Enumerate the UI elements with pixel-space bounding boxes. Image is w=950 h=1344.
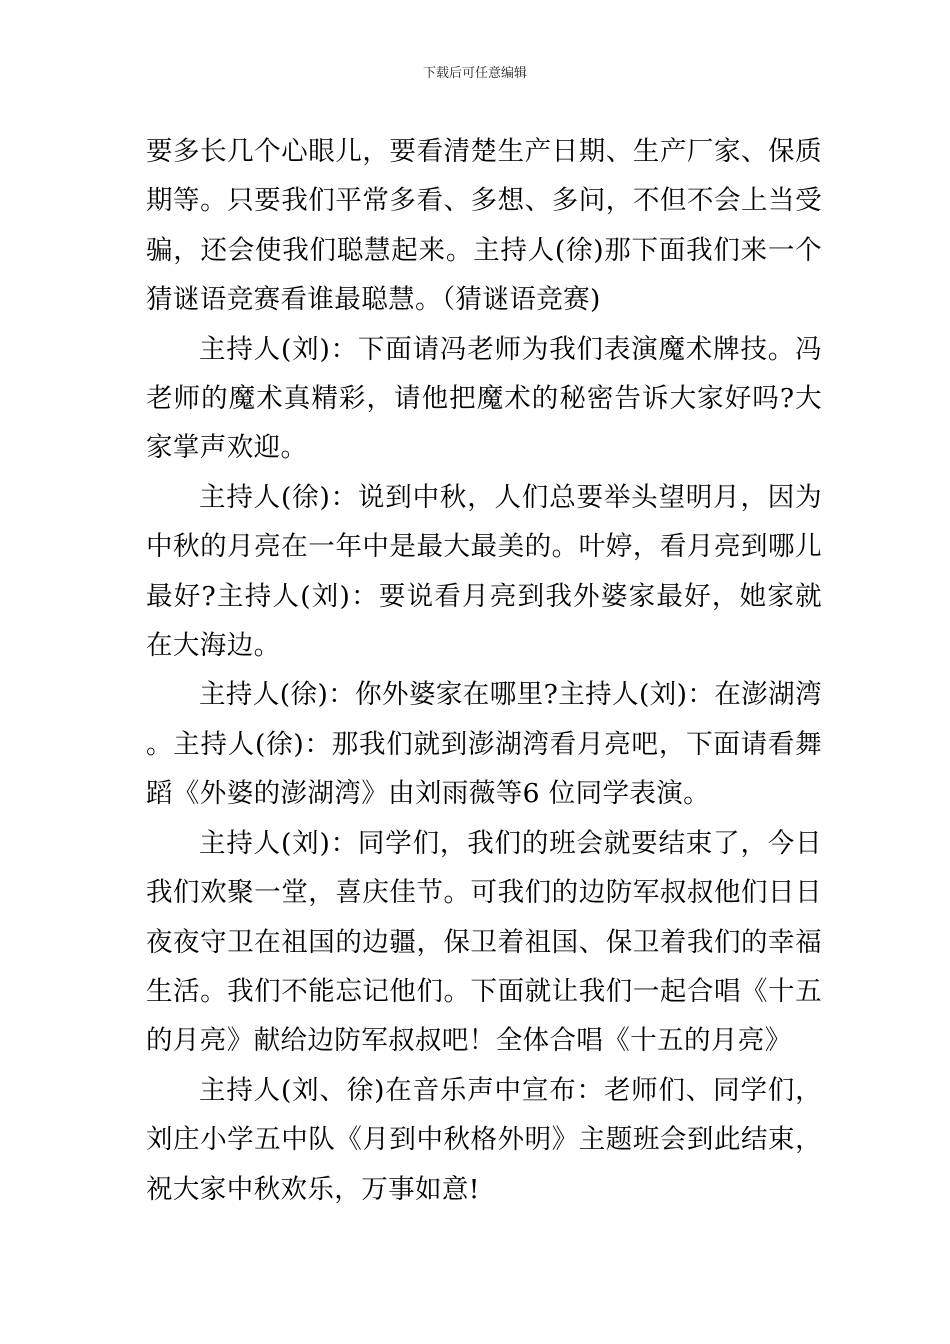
page-header: 下载后可任意编辑 <box>422 66 527 81</box>
paragraph-3: 主持人(徐)：说到中秋，人们总要举头望明月，因为中秋的月亮在一年中是最大最美的。叶婷，看月亮到哪儿最好?主持人(刘)：要说看月亮到我外婆家最好，她家就在大海边。 <box>146 481 822 662</box>
document-body <box>146 127 822 1214</box>
paragraph-1: 要多长几个心眼儿，要看清楚生产日期、生产厂家、保质期等。只要我们平常多看、多想、多问，不但不会上当受骗，还会使我们聪慧起来。主持人(徐)那下面我们来一个猜谜语竞赛看谁最聪慧。（猜谜语竞赛) <box>146 136 822 316</box>
paragraph-5: 主持人(刘)：同学们，我们的班会就要结束了，今日我们欢聚一堂，喜庆佳节。可我们的边防军叔叔他们日日夜夜守卫在祖国的边疆，保卫着祖国、保卫着我们的幸福生活。我们不能忘记他们。下面就让我们一起合唱《十五的月亮》献给边防军叔叔吧！全体合唱《十五的月亮》 <box>146 827 822 1057</box>
paragraph-4: 主持人(徐)：你外婆家在哪里?主持人(刘)：在澎湖湾。主持人(徐)：那我们就到澎湖湾看月亮吧，下面请看舞蹈《外婆的澎湖湾》由刘雨薇等6 位同学表演。 <box>146 679 822 810</box>
paragraph-2: 主持人(刘)：下面请冯老师为我们表演魔术牌技。冯老师的魔术真精彩，请他把魔术的秘密告诉大家好吗?大家掌声欢迎。 <box>146 333 822 464</box>
paragraph-6: 主持人(刘、徐)在音乐声中宣布：老师们、同学们，刘庄小学五中队《月到中秋格外明》主题班会到此结束，祝大家中秋欢乐，万事如意! <box>146 1074 822 1205</box>
